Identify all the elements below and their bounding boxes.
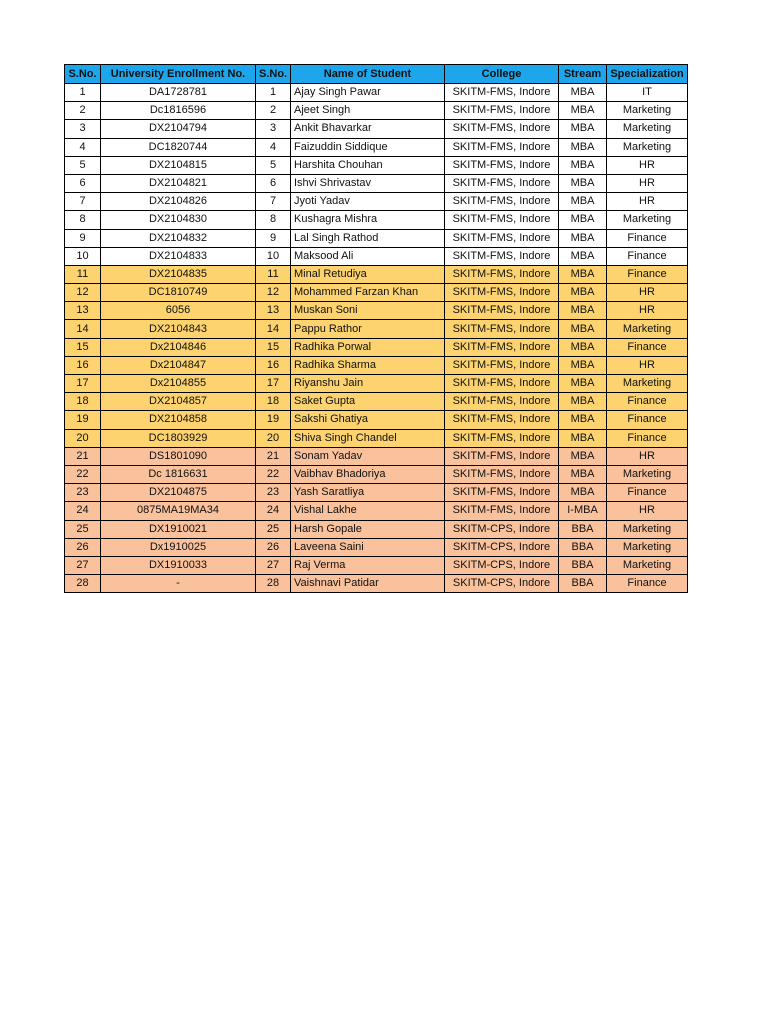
cell-enrollment: DX2104830: [101, 211, 256, 229]
cell-college: SKITM-FMS, Indore: [445, 138, 559, 156]
cell-stream: MBA: [559, 211, 607, 229]
table-row: [65, 502, 688, 520]
cell-stream: MBA: [559, 229, 607, 247]
cell-student-name: Saket Gupta: [291, 393, 445, 411]
cell-student-name: Ankit Bhavarkar: [291, 120, 445, 138]
cell-college: SKITM-FMS, Indore: [445, 502, 559, 520]
cell-student-name: Yash Saratliya: [291, 484, 445, 502]
cell-enrollment: DX2104835: [101, 265, 256, 283]
table-row: [65, 465, 688, 483]
cell-specialization: Marketing: [607, 375, 688, 393]
cell-enrollment: DS1801090: [101, 447, 256, 465]
cell-stream: MBA: [559, 138, 607, 156]
cell-student-name: Vaishnavi Patidar: [291, 575, 445, 593]
cell-enrollment: 6056: [101, 302, 256, 320]
cell-sno-2: 8: [256, 211, 291, 229]
cell-sno-2: 16: [256, 356, 291, 374]
cell-specialization: Finance: [607, 429, 688, 447]
table-row: [65, 156, 688, 174]
cell-college: SKITM-FMS, Indore: [445, 320, 559, 338]
table-row: [65, 575, 688, 593]
cell-college: SKITM-FMS, Indore: [445, 174, 559, 192]
cell-stream: BBA: [559, 538, 607, 556]
cell-specialization: Marketing: [607, 538, 688, 556]
cell-college: SKITM-FMS, Indore: [445, 211, 559, 229]
cell-specialization: Marketing: [607, 320, 688, 338]
table-row: [65, 174, 688, 192]
cell-specialization: Finance: [607, 229, 688, 247]
cell-sno-2: 5: [256, 156, 291, 174]
cell-sno: 21: [65, 447, 101, 465]
cell-enrollment: DX2104833: [101, 247, 256, 265]
cell-sno: 12: [65, 284, 101, 302]
table-body: [65, 84, 688, 593]
cell-enrollment: DC1810749: [101, 284, 256, 302]
cell-sno-2: 3: [256, 120, 291, 138]
cell-sno: 6: [65, 174, 101, 192]
cell-student-name: Ishvi Shrivastav: [291, 174, 445, 192]
cell-sno: 19: [65, 411, 101, 429]
cell-specialization: HR: [607, 174, 688, 192]
cell-specialization: HR: [607, 356, 688, 374]
cell-sno: 17: [65, 375, 101, 393]
cell-sno: 3: [65, 120, 101, 138]
cell-stream: MBA: [559, 102, 607, 120]
cell-enrollment: DX2104858: [101, 411, 256, 429]
cell-sno-2: 15: [256, 338, 291, 356]
header-specialization: Specialization: [607, 65, 688, 84]
cell-college: SKITM-FMS, Indore: [445, 338, 559, 356]
table-row: [65, 320, 688, 338]
table-row: [65, 429, 688, 447]
cell-sno-2: 19: [256, 411, 291, 429]
cell-sno: 15: [65, 338, 101, 356]
cell-sno: 25: [65, 520, 101, 538]
cell-sno-2: 25: [256, 520, 291, 538]
student-table: [64, 64, 688, 593]
cell-student-name: Jyoti Yadav: [291, 193, 445, 211]
cell-college: SKITM-FMS, Indore: [445, 229, 559, 247]
table-row: [65, 265, 688, 283]
cell-enrollment: DX2104826: [101, 193, 256, 211]
cell-college: SKITM-FMS, Indore: [445, 484, 559, 502]
table-row: [65, 138, 688, 156]
cell-enrollment: DX2104815: [101, 156, 256, 174]
cell-sno-2: 18: [256, 393, 291, 411]
cell-student-name: Sakshi Ghatiya: [291, 411, 445, 429]
cell-sno: 5: [65, 156, 101, 174]
cell-stream: BBA: [559, 575, 607, 593]
cell-college: SKITM-CPS, Indore: [445, 575, 559, 593]
cell-stream: MBA: [559, 447, 607, 465]
table-row: [65, 102, 688, 120]
cell-sno-2: 6: [256, 174, 291, 192]
cell-college: SKITM-FMS, Indore: [445, 356, 559, 374]
cell-enrollment: DX2104857: [101, 393, 256, 411]
cell-stream: MBA: [559, 411, 607, 429]
cell-sno: 2: [65, 102, 101, 120]
cell-college: SKITM-FMS, Indore: [445, 302, 559, 320]
cell-enrollment: DC1820744: [101, 138, 256, 156]
table-row: [65, 211, 688, 229]
cell-specialization: Marketing: [607, 138, 688, 156]
cell-enrollment: DX1910033: [101, 556, 256, 574]
cell-student-name: Ajay Singh Pawar: [291, 84, 445, 102]
cell-specialization: Marketing: [607, 465, 688, 483]
cell-specialization: HR: [607, 447, 688, 465]
cell-college: SKITM-FMS, Indore: [445, 429, 559, 447]
cell-enrollment: DA1728781: [101, 84, 256, 102]
table-row: [65, 520, 688, 538]
cell-stream: MBA: [559, 338, 607, 356]
cell-sno-2: 27: [256, 556, 291, 574]
cell-sno-2: 17: [256, 375, 291, 393]
cell-sno: 22: [65, 465, 101, 483]
table-row: [65, 193, 688, 211]
cell-college: SKITM-FMS, Indore: [445, 120, 559, 138]
cell-specialization: Marketing: [607, 120, 688, 138]
cell-stream: MBA: [559, 120, 607, 138]
cell-enrollment: 0875MA19MA34: [101, 502, 256, 520]
cell-sno-2: 28: [256, 575, 291, 593]
table-row: [65, 375, 688, 393]
cell-student-name: Maksood Ali: [291, 247, 445, 265]
cell-sno-2: 4: [256, 138, 291, 156]
table-row: [65, 538, 688, 556]
cell-student-name: Laveena Saini: [291, 538, 445, 556]
cell-sno: 9: [65, 229, 101, 247]
cell-college: SKITM-FMS, Indore: [445, 265, 559, 283]
cell-college: SKITM-CPS, Indore: [445, 520, 559, 538]
cell-sno-2: 1: [256, 84, 291, 102]
cell-college: SKITM-FMS, Indore: [445, 193, 559, 211]
cell-student-name: Muskan Soni: [291, 302, 445, 320]
cell-student-name: Ajeet Singh: [291, 102, 445, 120]
table-row: [65, 484, 688, 502]
cell-sno: 8: [65, 211, 101, 229]
cell-specialization: Finance: [607, 411, 688, 429]
table-row: [65, 356, 688, 374]
cell-enrollment: DX2104843: [101, 320, 256, 338]
cell-sno: 20: [65, 429, 101, 447]
cell-stream: MBA: [559, 156, 607, 174]
cell-specialization: Marketing: [607, 556, 688, 574]
table-header: [65, 65, 688, 84]
cell-stream: MBA: [559, 193, 607, 211]
cell-sno-2: 20: [256, 429, 291, 447]
cell-sno: 13: [65, 302, 101, 320]
cell-enrollment: Dc 1816631: [101, 465, 256, 483]
table-row: [65, 84, 688, 102]
table-row: [65, 229, 688, 247]
cell-stream: MBA: [559, 429, 607, 447]
cell-student-name: Riyanshu Jain: [291, 375, 445, 393]
cell-stream: MBA: [559, 465, 607, 483]
cell-college: SKITM-FMS, Indore: [445, 156, 559, 174]
cell-enrollment: DX1910021: [101, 520, 256, 538]
cell-stream: MBA: [559, 320, 607, 338]
header-sno-2: S.No.: [256, 65, 291, 84]
cell-student-name: Mohammed Farzan Khan: [291, 284, 445, 302]
cell-student-name: Faizuddin Siddique: [291, 138, 445, 156]
table-row: [65, 302, 688, 320]
cell-student-name: Minal Retudiya: [291, 265, 445, 283]
table-row: [65, 393, 688, 411]
header-enrollment: University Enrollment No.: [101, 65, 256, 84]
cell-student-name: Pappu Rathor: [291, 320, 445, 338]
cell-student-name: Kushagra Mishra: [291, 211, 445, 229]
cell-stream: MBA: [559, 302, 607, 320]
cell-stream: MBA: [559, 247, 607, 265]
cell-specialization: Marketing: [607, 211, 688, 229]
cell-enrollment: Dx2104846: [101, 338, 256, 356]
cell-college: SKITM-FMS, Indore: [445, 284, 559, 302]
cell-specialization: Finance: [607, 338, 688, 356]
table-row: [65, 447, 688, 465]
cell-sno: 14: [65, 320, 101, 338]
header-college: College: [445, 65, 559, 84]
cell-enrollment: DX2104875: [101, 484, 256, 502]
cell-college: SKITM-FMS, Indore: [445, 393, 559, 411]
table-row: [65, 120, 688, 138]
cell-stream: MBA: [559, 393, 607, 411]
cell-enrollment: DC1803929: [101, 429, 256, 447]
cell-sno: 10: [65, 247, 101, 265]
cell-specialization: HR: [607, 502, 688, 520]
cell-specialization: Marketing: [607, 102, 688, 120]
cell-sno: 24: [65, 502, 101, 520]
header-student-name: Name of Student: [291, 65, 445, 84]
cell-stream: MBA: [559, 174, 607, 192]
cell-student-name: Harshita Chouhan: [291, 156, 445, 174]
cell-specialization: HR: [607, 302, 688, 320]
cell-sno-2: 24: [256, 502, 291, 520]
cell-college: SKITM-CPS, Indore: [445, 556, 559, 574]
cell-sno-2: 13: [256, 302, 291, 320]
cell-stream: MBA: [559, 356, 607, 374]
cell-specialization: HR: [607, 193, 688, 211]
cell-sno-2: 2: [256, 102, 291, 120]
cell-specialization: Finance: [607, 247, 688, 265]
cell-enrollment: -: [101, 575, 256, 593]
cell-college: SKITM-FMS, Indore: [445, 375, 559, 393]
cell-enrollment: Dx2104847: [101, 356, 256, 374]
cell-enrollment: Dc1816596: [101, 102, 256, 120]
cell-sno: 26: [65, 538, 101, 556]
cell-specialization: Finance: [607, 484, 688, 502]
table-row: [65, 338, 688, 356]
cell-sno: 7: [65, 193, 101, 211]
cell-sno-2: 11: [256, 265, 291, 283]
cell-enrollment: Dx2104855: [101, 375, 256, 393]
cell-stream: MBA: [559, 375, 607, 393]
cell-enrollment: DX2104832: [101, 229, 256, 247]
cell-stream: I-MBA: [559, 502, 607, 520]
cell-enrollment: Dx1910025: [101, 538, 256, 556]
cell-college: SKITM-FMS, Indore: [445, 411, 559, 429]
cell-sno: 16: [65, 356, 101, 374]
cell-stream: MBA: [559, 484, 607, 502]
cell-enrollment: DX2104821: [101, 174, 256, 192]
cell-stream: BBA: [559, 520, 607, 538]
cell-student-name: Harsh Gopale: [291, 520, 445, 538]
cell-stream: MBA: [559, 284, 607, 302]
table-row: [65, 247, 688, 265]
cell-college: SKITM-FMS, Indore: [445, 465, 559, 483]
cell-sno: 18: [65, 393, 101, 411]
cell-stream: MBA: [559, 84, 607, 102]
cell-college: SKITM-FMS, Indore: [445, 247, 559, 265]
cell-specialization: HR: [607, 156, 688, 174]
cell-sno-2: 10: [256, 247, 291, 265]
table-row: [65, 284, 688, 302]
cell-specialization: Finance: [607, 575, 688, 593]
cell-sno-2: 21: [256, 447, 291, 465]
cell-student-name: Vaibhav Bhadoriya: [291, 465, 445, 483]
cell-specialization: IT: [607, 84, 688, 102]
cell-specialization: HR: [607, 284, 688, 302]
cell-student-name: Radhika Porwal: [291, 338, 445, 356]
cell-sno-2: 12: [256, 284, 291, 302]
cell-student-name: Raj Verma: [291, 556, 445, 574]
cell-specialization: Finance: [607, 265, 688, 283]
cell-college: SKITM-FMS, Indore: [445, 447, 559, 465]
cell-sno-2: 14: [256, 320, 291, 338]
table-row: [65, 411, 688, 429]
cell-sno-2: 7: [256, 193, 291, 211]
cell-sno: 4: [65, 138, 101, 156]
cell-enrollment: DX2104794: [101, 120, 256, 138]
cell-student-name: Vishal Lakhe: [291, 502, 445, 520]
cell-student-name: Lal Singh Rathod: [291, 229, 445, 247]
cell-sno: 23: [65, 484, 101, 502]
cell-sno: 28: [65, 575, 101, 593]
cell-college: SKITM-FMS, Indore: [445, 102, 559, 120]
cell-stream: MBA: [559, 265, 607, 283]
cell-specialization: Finance: [607, 393, 688, 411]
cell-sno: 1: [65, 84, 101, 102]
header-sno: S.No.: [65, 65, 101, 84]
cell-student-name: Shiva Singh Chandel: [291, 429, 445, 447]
cell-sno-2: 22: [256, 465, 291, 483]
cell-sno: 27: [65, 556, 101, 574]
cell-sno: 11: [65, 265, 101, 283]
cell-sno-2: 23: [256, 484, 291, 502]
cell-college: SKITM-FMS, Indore: [445, 84, 559, 102]
cell-stream: BBA: [559, 556, 607, 574]
cell-specialization: Marketing: [607, 520, 688, 538]
table-row: [65, 556, 688, 574]
cell-sno-2: 9: [256, 229, 291, 247]
cell-sno-2: 26: [256, 538, 291, 556]
header-stream: Stream: [559, 65, 607, 84]
cell-student-name: Sonam Yadav: [291, 447, 445, 465]
cell-student-name: Radhika Sharma: [291, 356, 445, 374]
cell-college: SKITM-CPS, Indore: [445, 538, 559, 556]
